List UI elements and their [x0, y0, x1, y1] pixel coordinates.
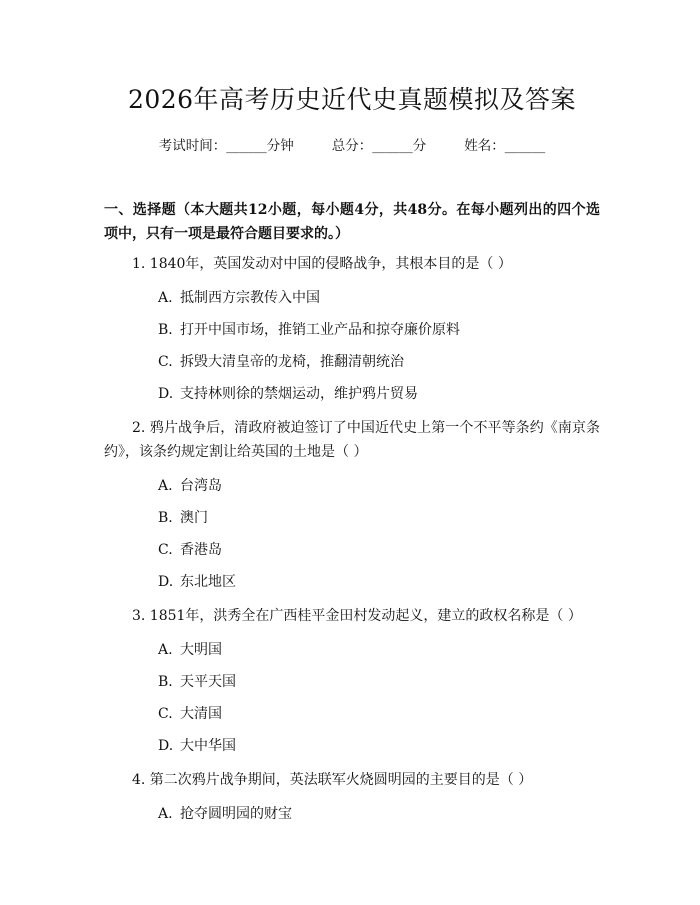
option-letter: B. — [158, 674, 173, 690]
option-c — [104, 534, 600, 566]
student-name-blank: ______ — [504, 138, 546, 154]
question-stem: 4. 第二次鸦片战争期间，英法联军火烧圆明园的主要目的是（ ） — [132, 772, 533, 788]
option-letter: C. — [158, 706, 173, 722]
option-text: 天平天国 — [180, 674, 236, 690]
option-letter: C. — [158, 354, 173, 370]
option-c — [104, 346, 600, 378]
exam-time — [159, 136, 294, 156]
option-text: 香港岛 — [180, 542, 222, 558]
page-title: 2026年高考历史近代史真题模拟及答案 — [127, 85, 577, 114]
option-letter: B. — [158, 322, 173, 338]
option-list — [104, 798, 600, 830]
option-b — [104, 502, 600, 534]
student-name-label: 姓名： — [464, 138, 505, 154]
option-text: 抢夺圆明园的财宝 — [180, 806, 292, 822]
option-text: 抵制西方宗教传入中国 — [180, 290, 320, 306]
question-2 — [104, 416, 600, 598]
option-letter: C. — [158, 542, 173, 558]
section-heading: 一、选择题（本大题共12小题，每小题4分，共48分。在每小题列出的四个选项中，只有一项是最符合题目要求的。） — [104, 202, 600, 242]
option-list — [104, 634, 600, 762]
exam-time-blank: ______ — [226, 138, 267, 154]
option-list — [104, 470, 600, 598]
option-c — [104, 698, 600, 730]
option-text: 大清国 — [180, 706, 222, 722]
student-name — [464, 136, 545, 156]
question-stem: 1. 1840年，英国发动对中国的侵略战争，其根本目的是（ ） — [132, 256, 512, 272]
total-score-unit: 分 — [412, 138, 427, 154]
option-d — [104, 566, 600, 598]
option-d — [104, 378, 600, 410]
question-1 — [104, 252, 600, 410]
option-text: 大明国 — [180, 642, 222, 658]
option-text: 支持林则徐的禁烟运动，维护鸦片贸易 — [180, 386, 418, 402]
question-3 — [104, 604, 600, 762]
question-stem: 3. 1851年，洪秀全在广西桂平金田村发动起义，建立的政权名称是（ ） — [132, 608, 582, 624]
option-a — [104, 282, 600, 314]
option-letter: D. — [158, 574, 174, 590]
exam-info — [104, 136, 600, 156]
option-list — [104, 282, 600, 410]
total-score-label: 总分： — [331, 138, 373, 154]
total-score — [332, 136, 427, 156]
option-letter: A. — [158, 290, 173, 306]
question-4 — [104, 768, 600, 830]
question-stem: 2. 鸦片战争后，清政府被迫签订了中国近代史上第一个不平等条约《南京条约》，该条约规定割让给英国的土地是（ ） — [104, 420, 600, 460]
option-text: 澳门 — [180, 510, 208, 526]
option-letter: D. — [158, 386, 174, 402]
option-text: 东北地区 — [180, 574, 236, 590]
option-text: 大中华国 — [180, 738, 236, 754]
option-text: 打开中国市场，推销工业产品和掠夺廉价原料 — [180, 322, 460, 338]
option-b — [104, 666, 600, 698]
option-letter: B. — [158, 510, 173, 526]
option-text: 拆毁大清皇帝的龙椅，推翻清朝统治 — [180, 354, 404, 370]
option-letter: D. — [158, 738, 174, 754]
option-a — [104, 470, 600, 502]
option-a — [104, 634, 600, 666]
option-letter: A. — [158, 642, 173, 658]
total-score-blank: ______ — [372, 138, 413, 154]
option-a — [104, 798, 600, 830]
exam-time-label: 考试时间： — [158, 138, 227, 154]
exam-time-unit: 分钟 — [266, 138, 294, 154]
option-text: 台湾岛 — [180, 478, 222, 494]
option-b — [104, 314, 600, 346]
option-d — [104, 730, 600, 762]
option-letter: A. — [158, 478, 173, 494]
option-letter: A. — [158, 806, 173, 822]
